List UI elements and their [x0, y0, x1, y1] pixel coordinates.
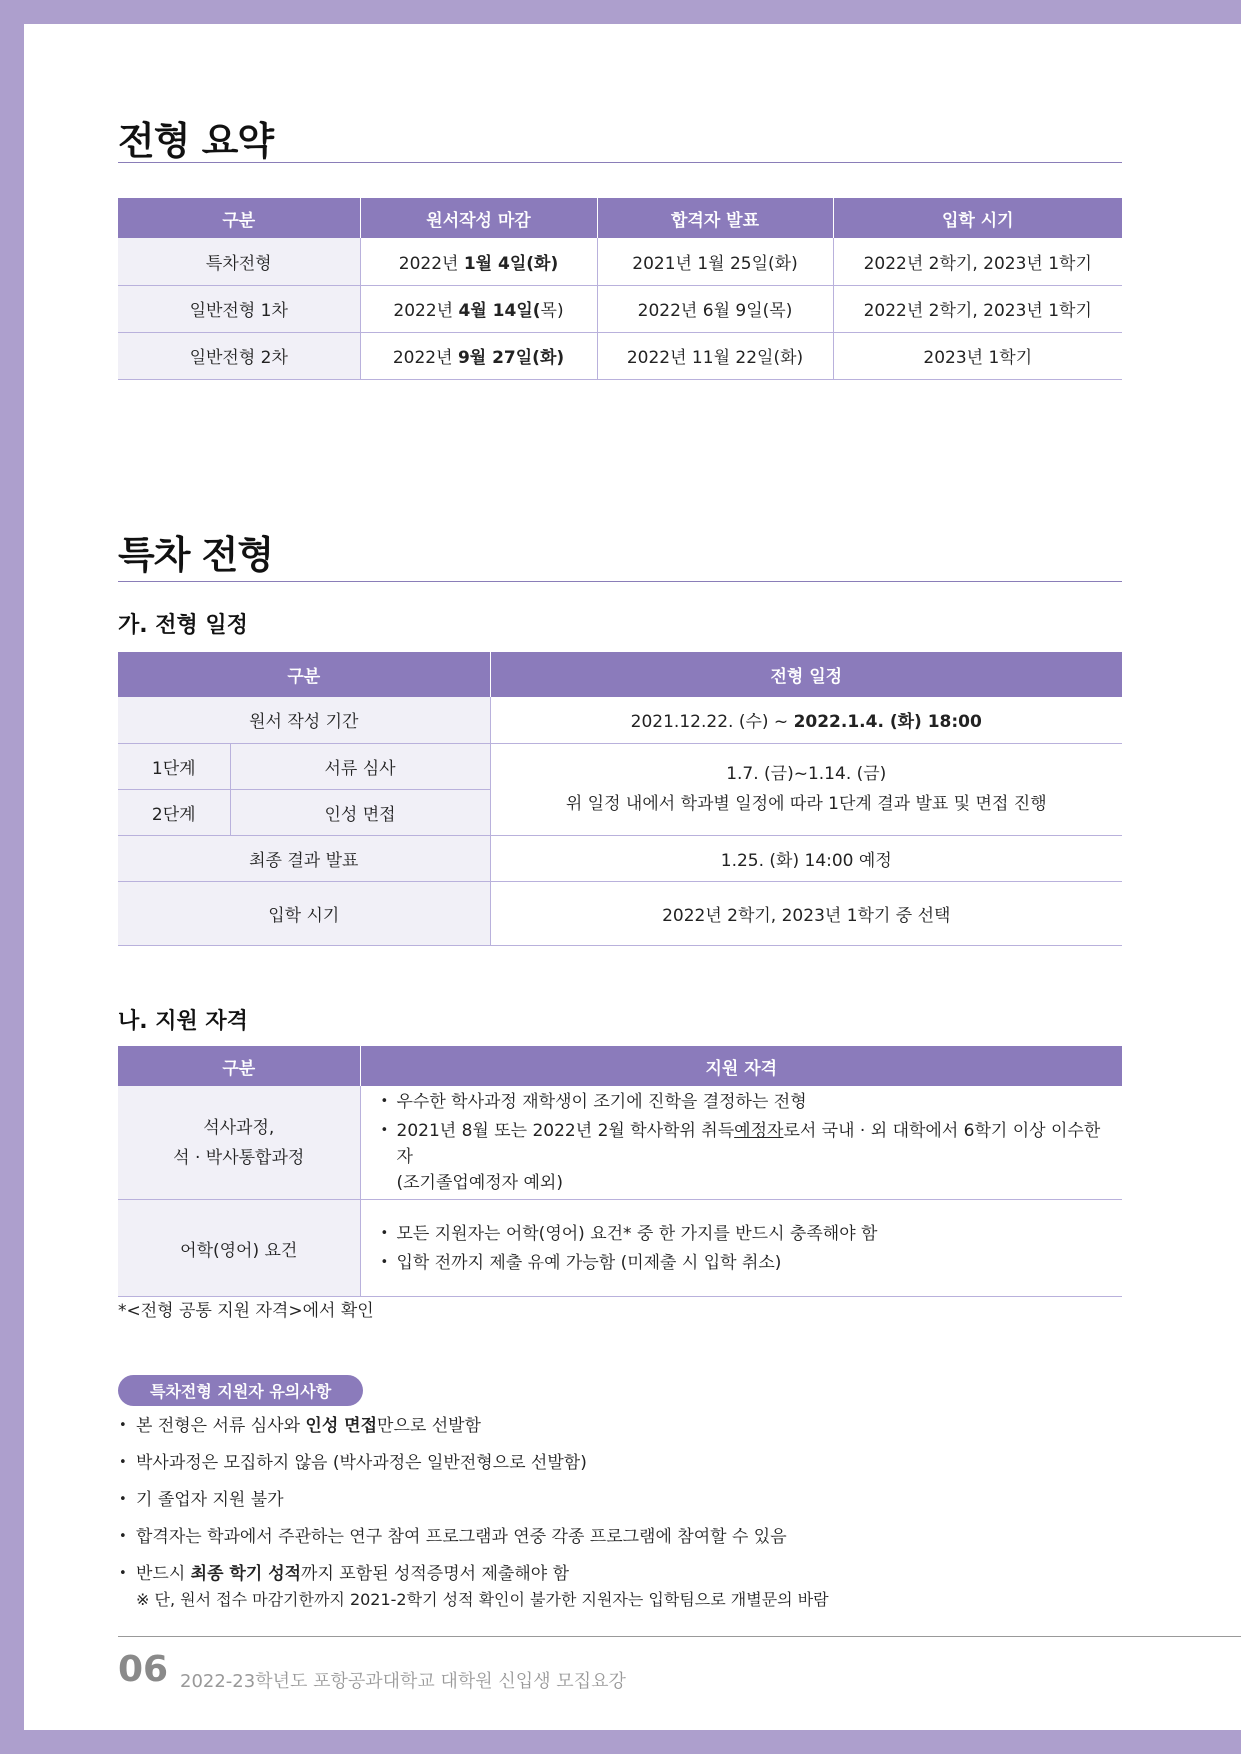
- list-item: • 합격자는 학과에서 주관하는 연구 참여 프로그램과 연중 각종 프로그램에 참여할 수 있음: [118, 1524, 1122, 1550]
- masters-qual: [360, 1086, 1122, 1200]
- deadline-year: 2022년: [392, 348, 458, 368]
- summary-deadline-cell: [360, 332, 597, 379]
- masters-item2-sub: (조기졸업예정자 예외): [396, 1173, 563, 1193]
- eligibility-heading-wrap: [118, 1004, 1122, 1035]
- summary-deadline-cell: [360, 238, 597, 285]
- table-row: [118, 881, 1122, 945]
- list-item: • 우수한 학사과정 재학생이 조기에 진학을 결정하는 전형: [379, 1089, 1123, 1115]
- table-row: [118, 332, 1122, 379]
- notes-badge: 특차전형 지원자 유의사항: [118, 1375, 363, 1406]
- masters-label-line2: 석 · 박사통합과정: [173, 1147, 305, 1168]
- summary-header-announce: 합격자 발표: [597, 198, 833, 238]
- table-row: [118, 697, 1122, 743]
- summary-section: [118, 110, 1122, 165]
- summary-title: 전형 요약: [118, 119, 274, 163]
- stage-period: 1.7. (금)~1.14. (금): [726, 764, 887, 784]
- summary-admission-cell: 2022년 2학기, 2023년 1학기: [833, 238, 1122, 285]
- list-item: • 모든 지원자는 어학(영어) 요건* 중 한 가지를 반드시 충족해야 함: [379, 1221, 1123, 1247]
- masters-item2-underlined: 예정자: [734, 1121, 784, 1141]
- summary-title-rule: [118, 162, 1122, 163]
- summary-type-cell: 특차전형: [118, 238, 360, 285]
- summary-deadline-cell: [360, 285, 597, 332]
- masters-qual-list: [379, 1089, 1123, 1196]
- summary-table: [118, 198, 1122, 380]
- eligibility-footnote: *<전형 공통 지원 자격>에서 확인: [118, 1301, 374, 1321]
- final-label: 최종 결과 발표: [118, 835, 490, 881]
- page: [24, 24, 1241, 1730]
- schedule-table: [118, 652, 1122, 946]
- summary-type-cell: 일반전형 2차: [118, 332, 360, 379]
- eligibility-table-wrap: [118, 1046, 1122, 1297]
- summary-announce-cell: 2022년 11월 22일(화): [597, 332, 833, 379]
- schedule-table-wrap: [118, 652, 1122, 946]
- notes-list: [118, 1413, 1122, 1613]
- list-item: • 기 졸업자 지원 불가: [118, 1487, 1122, 1513]
- notes-badge-wrap: [118, 1375, 1122, 1406]
- stage2-label: 2단계: [118, 789, 230, 835]
- note5-text: 반드시: [136, 1564, 191, 1584]
- eligibility-table: [118, 1046, 1122, 1297]
- schedule-header-date: 전형 일정: [490, 652, 1122, 697]
- table-row: [118, 1200, 1122, 1297]
- list-item: [118, 1561, 1122, 1613]
- note5-bold: 최종 학기 성적: [190, 1564, 302, 1584]
- table-row: [118, 743, 1122, 789]
- lang-qual-list: [379, 1221, 1123, 1276]
- application-value: [490, 697, 1122, 743]
- deadline-date: 9월 27일(화): [457, 348, 565, 368]
- stage1-item: 서류 심사: [230, 743, 490, 789]
- page-number: 06: [118, 1649, 169, 1690]
- special-title: 특차 전형: [118, 533, 274, 577]
- deadline-year: 2022년: [398, 253, 464, 274]
- summary-header-type: 구분: [118, 198, 360, 238]
- list-item: • 입학 전까지 제출 유예 가능함 (미제출 시 입학 취소): [379, 1250, 1123, 1276]
- deadline-date: 1월 4일(화): [463, 253, 559, 274]
- note5-subnote: ※ 단, 원서 접수 마감기한까지 2021-2학기 성적 확인이 불가한 지원자는 입학팀으로 개별문의 바람: [136, 1590, 829, 1609]
- table-row: [118, 1086, 1122, 1200]
- deadline-date: 4월 14일(: [458, 301, 541, 321]
- summary-announce-cell: 2022년 6월 9일(목): [597, 285, 833, 332]
- application-end: 2022.1.4. (화) 18:00: [793, 712, 982, 733]
- stage2-item: 인성 면접: [230, 789, 490, 835]
- summary-header-deadline: 원서작성 마감: [360, 198, 597, 238]
- table-row: [118, 835, 1122, 881]
- lang-label: 어학(영어) 요건: [118, 1200, 360, 1297]
- notes-section: [118, 1413, 1122, 1613]
- lang-qual: [360, 1200, 1122, 1297]
- note1-bold: 인성 면접: [305, 1416, 378, 1436]
- summary-table-wrap: [118, 198, 1122, 380]
- schedule-header-row: [118, 652, 1122, 697]
- summary-admission-cell: 2022년 2학기, 2023년 1학기: [833, 285, 1122, 332]
- summary-header-admission: 입학 시기: [833, 198, 1122, 238]
- eligibility-header-type: 구분: [118, 1046, 360, 1086]
- admission-label: 입학 시기: [118, 881, 490, 945]
- final-value: 1.25. (화) 14:00 예정: [490, 835, 1122, 881]
- admission-value: 2022년 2학기, 2023년 1학기 중 선택: [490, 881, 1122, 945]
- schedule-heading-wrap: [118, 608, 1122, 639]
- summary-type-cell: 일반전형 1차: [118, 285, 360, 332]
- deadline-day: 목): [540, 301, 564, 321]
- eligibility-heading: 나. 지원 자격: [118, 1009, 248, 1034]
- list-item: • 박사과정은 모집하지 않음 (박사과정은 일반전형으로 선발함): [118, 1450, 1122, 1476]
- special-section: [118, 524, 1122, 579]
- application-start: 2021.12.22. (수) ~: [630, 712, 794, 733]
- note5-rest: 까지 포함된 성적증명서 제출해야 함: [301, 1564, 569, 1584]
- stage-note: 위 일정 내에서 학과별 일정에 따라 1단계 결과 발표 및 면접 진행: [565, 794, 1047, 814]
- list-item: [118, 1413, 1122, 1439]
- masters-label-line1: 석사과정,: [203, 1117, 275, 1138]
- table-row: [118, 285, 1122, 332]
- special-title-rule: [118, 581, 1122, 582]
- summary-announce-cell: 2021년 1월 25일(화): [597, 238, 833, 285]
- stage-period-cell: [490, 743, 1122, 835]
- footer-doc-title: 2022-23학년도 포항공과대학교 대학원 신입생 모집요강: [180, 1671, 626, 1692]
- note1-text: 본 전형은 서류 심사와: [136, 1416, 306, 1436]
- masters-item2-text: 2021년 8월 또는 2022년 2월 학사학위 취득: [396, 1121, 735, 1141]
- summary-header-row: [118, 198, 1122, 238]
- summary-admission-cell: 2023년 1학기: [833, 332, 1122, 379]
- stage1-label: 1단계: [118, 743, 230, 789]
- table-row: [118, 238, 1122, 285]
- footer-rule: [118, 1636, 1241, 1637]
- schedule-heading: 가. 전형 일정: [118, 613, 248, 638]
- eligibility-header-qual: 지원 자격: [360, 1046, 1122, 1086]
- deadline-year: 2022년: [393, 301, 459, 321]
- eligibility-header-row: [118, 1046, 1122, 1086]
- list-item: [379, 1118, 1123, 1196]
- schedule-header-type: 구분: [118, 652, 490, 697]
- application-label: 원서 작성 기간: [118, 697, 490, 743]
- masters-label: [118, 1086, 360, 1200]
- note1-rest: 만으로 선발함: [377, 1416, 481, 1436]
- masters-item2-rest: 로서 국내 · 외 대학에서 6학기 이상 이수한 자: [396, 1121, 1101, 1167]
